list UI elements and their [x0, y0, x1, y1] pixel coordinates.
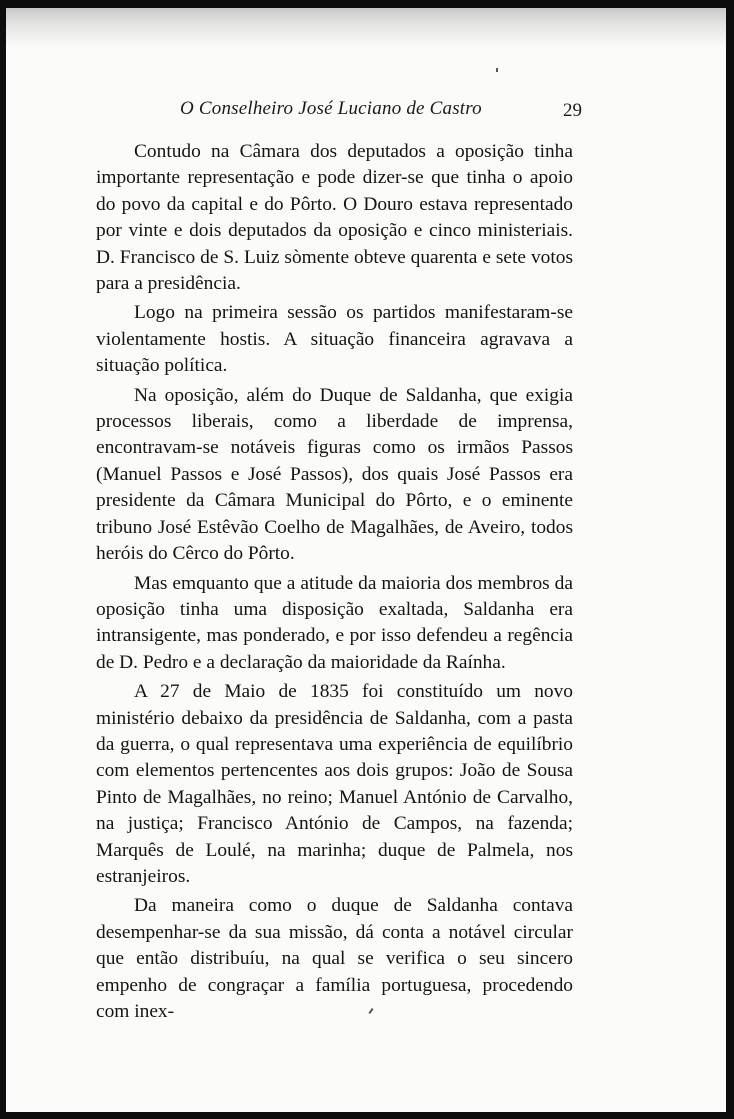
book-page [6, 8, 726, 1112]
body-text [96, 139, 573, 1025]
paragraph: Contudo na Câmara dos deputados a oposição tinha importante representação e pode dizer-se que tinha o apoio do povo da capital e do Pôrto. O Douro estava representado por vinte e dois deputados da oposição e cinco ministeriais. D. Francisco de S. Luiz sòmente obteve quarenta e sete votos para a presidência. [96, 141, 573, 295]
page-number: 29 [563, 100, 582, 121]
paragraph: Mas emquanto que a atitude da maioria dos membros da oposição tinha uma disposição exaltada, Saldanha era intransigente, mas ponderado, e por isso defendeu a regência de D. Pedro e a declaração da maioridade da Raínha. [96, 572, 573, 673]
paragraph: Na oposição, além do Duque de Saldanha, que exigia processos liberais, como a liberdade de imprensa, encontravam-se notáveis figuras como os irmãos Passos (Manuel Passos e José Passos), dos quais José Passos era presidente da Câmara Municipal do Pôrto, e o eminente tribuno José Estêvão Coelho de Magalhães, de Aveiro, todos heróis do Cêrco do Pôrto. [96, 384, 573, 565]
paragraph: Da maneira como o duque de Saldanha contava desempenhar-se da sua missão, dá conta a notável circular que então distribuíu, na qual se verifica o seu sincero empenho de congraçar a família portuguesa, procedendo com inex- [96, 895, 573, 1022]
paper-speck [496, 68, 498, 72]
running-head [96, 98, 582, 124]
running-title: O Conselheiro José Luciano de Castro [180, 98, 482, 119]
paragraph: A 27 de Maio de 1835 foi constituído um novo ministério debaixo da presidência de Saldanha, com a pasta da guerra, o qual representava uma experiência de equilíbrio com elementos pertencentes aos dois grupos: João de Sousa Pinto de Magalhães, no reino; Manuel António de Carvalho, na justiça; Francisco António de Campos, na fazenda; Marquês de Loulé, na marinha; duque de Palmela, nos estranjeiros. [96, 681, 573, 887]
paragraph: Logo na primeira sessão os partidos manifestaram-se violentamente hostis. A situação financeira agravava a situação política. [96, 302, 573, 377]
